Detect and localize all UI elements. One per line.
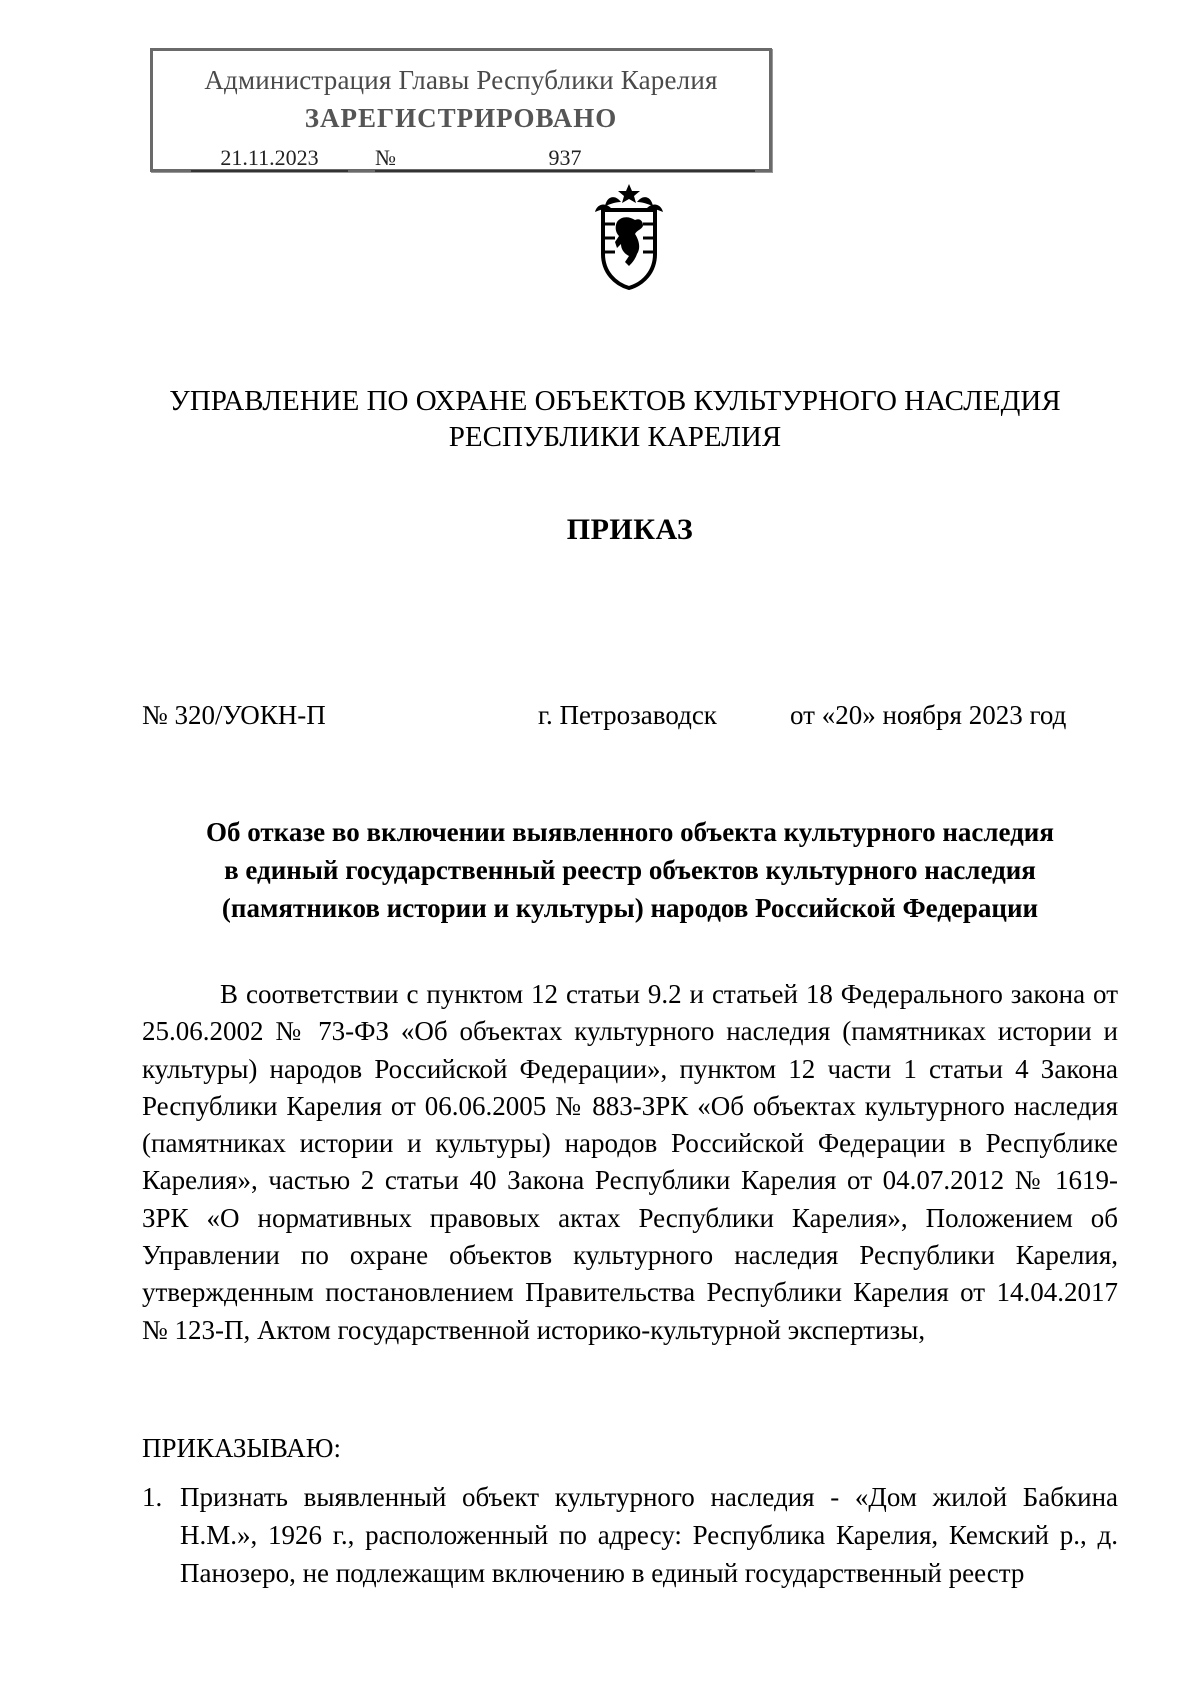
stamp-number-label: №	[375, 145, 396, 170]
stamp-number: 937	[548, 145, 582, 170]
order-number: № 320/УОКН-П	[142, 700, 326, 730]
agency-name-line-1: УПРАВЛЕНИЕ ПО ОХРАНЕ ОБЪЕКТОВ КУЛЬТУРНОГО НАСЛЕДИЯ	[169, 385, 1061, 417]
stamp-date: 21.11.2023	[191, 146, 348, 172]
preamble-paragraph: В соответствии с пунктом 12 статьи 9.2 и статьей 18 Федерального закона от 25.06.2002 № 73-ФЗ «Об объектах культурного наследия (памятниках истории и культуры) народов Российской Федерации», пунктом 12 части 1 статьи 4 Закона Республики Карелия от 06.06.2005 № 883-ЗРК «Об объектах культурного наследия (памятниках истории и культуры) народов Российской Федерации в Республике Карелия», частью 2 статьи 40 Закона Республики Карелия от 04.07.2012 № 1619-ЗРК «О нормативных правовых актах Республики Карелия», Положением об Управлении по охране объектов культурного наследия Республики Карелия, утвержденным постановлением Правительства Республики Карелия от 14.04.2017 № 123-П, Актом государственной историко-культурной экспертизы,	[142, 979, 1118, 1345]
list-item-text: Признать выявленный объект культурного наследия - «Дом жилой Бабкина Н.М.», 1926 г., расположенный по адресу: Республика Карелия, Кемский р., д. Панозеро, не подлежащим включению в единый государственный реестр	[180, 1482, 1118, 1588]
stamp-organization: Администрация Главы Республики Карелия	[204, 65, 718, 95]
karelia-coat-of-arms-icon	[585, 182, 673, 290]
order-label: ПРИКАЗЫВАЮ:	[142, 1433, 341, 1463]
stamp-status: ЗАРЕГИСТРИРОВАНО	[304, 103, 618, 133]
agency-name-line-2: РЕСПУБЛИКИ КАРЕЛИЯ	[448, 421, 782, 453]
list-item-number: 1.	[142, 1482, 163, 1512]
registration-stamp	[150, 48, 772, 172]
document-type: ПРИКАЗ	[566, 513, 694, 546]
document-title-line-2: в единый государственный реестр объектов культурного наследия	[224, 855, 1036, 885]
stamp-number-line	[375, 146, 755, 172]
order-date: от «20» ноября 2023 год	[790, 700, 1067, 730]
document-title-line-3: (памятников истории и культуры) народов Российской Федерации	[221, 893, 1039, 923]
order-city: г. Петрозаводск	[538, 700, 717, 730]
list-item	[142, 1478, 1118, 1592]
document-title-line-1: Об отказе во включении выявленного объекта культурного наследия	[206, 817, 1054, 847]
